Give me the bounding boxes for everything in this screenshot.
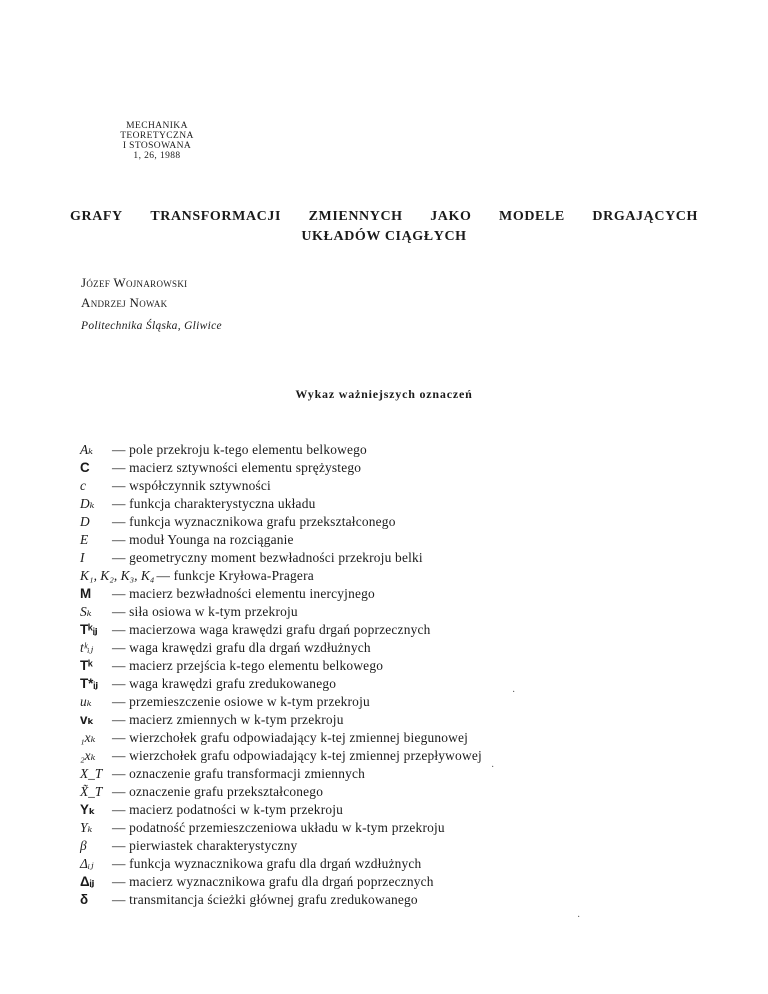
symbol: δ [80, 892, 89, 907]
paper-title [70, 207, 698, 247]
symbol-description: — współczynnik sztywności [112, 478, 271, 493]
scan-speck: · [512, 687, 516, 698]
symbol-description: — przemieszczenie osiowe w k-tym przekroju [112, 694, 370, 709]
symbol: ₂xₖ [80, 748, 96, 763]
symbol-description: — pierwiastek charakterystyczny [112, 838, 298, 853]
symbol-description: — podatność przemieszczeniowa układu w k-tym przekroju [112, 820, 445, 835]
author-name: Józef Wojnarowski [81, 275, 188, 290]
symbol-row [80, 513, 720, 531]
symbol-description: — geometryczny moment bezwładności przekroju belki [112, 550, 423, 565]
title-line-2: UKŁADÓW CIĄGŁYCH [301, 229, 467, 244]
symbol: Sₖ [80, 604, 92, 619]
symbol-row [80, 657, 720, 675]
symbol: Dₖ [80, 496, 95, 511]
symbol: M [80, 586, 92, 601]
symbol-row [80, 495, 720, 513]
symbol-description: — wierzchołek grafu odpowiadający k-tej zmiennej biegunowej [112, 730, 469, 745]
symbol: T*ᵢⱼ [80, 676, 99, 691]
symbol-row [80, 765, 720, 783]
symbol-row [80, 891, 720, 909]
symbol-description: — macierz wyznacznikowa grafu dla drgań poprzecznych [112, 874, 434, 889]
symbol: ₁xₖ [80, 730, 96, 745]
symbol: β [80, 838, 87, 853]
symbol-description: — funkcja wyznacznikowa grafu dla drgań wzdłużnych [112, 856, 422, 871]
symbol-row [80, 603, 720, 621]
journal-line: I STOSOWANA [122, 141, 192, 151]
symbol-list [80, 441, 720, 909]
symbol-row [80, 549, 720, 567]
symbol: Δᵢⱼ [80, 856, 94, 871]
journal-line: MECHANIKA [126, 121, 188, 131]
symbol: K₁, K₂, K₃, K₄ [80, 568, 155, 583]
symbol-row [80, 729, 720, 747]
symbol-row [80, 873, 720, 891]
symbol-row [80, 477, 720, 495]
title-word: GRAFY [70, 209, 123, 224]
symbol-description: — macierz sztywności elementu sprężystego [112, 460, 362, 475]
symbol: vₖ [80, 712, 94, 727]
title-word: TRANSFORMACJI [150, 209, 282, 224]
symbol-row [80, 531, 720, 549]
symbol-description: — macierz podatności w k-tym przekroju [112, 802, 344, 817]
symbol-row [80, 855, 720, 873]
journal-line: TEORETYCZNA [120, 131, 194, 141]
symbol: Yₖ [80, 802, 96, 817]
symbol: Aₖ [80, 442, 94, 457]
symbol: uₖ [80, 694, 92, 709]
symbol: Tᵏᵢⱼ [80, 622, 98, 637]
title-word: DRGAJĄCYCH [592, 209, 698, 224]
symbol-row [80, 639, 720, 657]
scan-speck: · [491, 762, 495, 773]
journal-line: 1, 26, 1988 [133, 151, 181, 161]
symbol-row [80, 585, 720, 603]
symbol-row [80, 675, 720, 693]
title-word: JAKO [430, 209, 472, 224]
title-word: ZMIENNYCH [308, 209, 403, 224]
symbol-row [80, 711, 720, 729]
symbol: D [80, 514, 90, 529]
symbol-description: — funkcje Kryłowa-Pragera [156, 568, 314, 583]
symbol: c [80, 478, 86, 493]
symbol-row [80, 783, 720, 801]
symbol-description: — siła osiowa w k-tym przekroju [112, 604, 298, 619]
symbol-description: — macierzowa waga krawędzi grafu drgań poprzecznych [112, 622, 431, 637]
symbol-description: — transmitancja ścieżki głównej grafu zredukowanego [112, 892, 418, 907]
scan-speck: · [577, 912, 581, 923]
affiliation: Politechnika Śląska, Gliwice [81, 320, 222, 332]
symbol-row [80, 459, 720, 477]
symbol-description: — oznaczenie grafu transformacji zmiennych [112, 766, 366, 781]
symbol-description: — waga krawędzi grafu zredukowanego [112, 676, 337, 691]
symbol-row [80, 819, 720, 837]
symbol: C [80, 460, 90, 475]
symbol: E [80, 532, 89, 547]
symbol-description: — macierz zmiennych w k-tym przekroju [112, 712, 344, 727]
author-name: Andrzej Nowak [81, 295, 168, 310]
symbol: Yₖ [80, 820, 93, 835]
symbol-row [80, 567, 720, 585]
symbol-description: — macierz przejścia k-tego elementu belkowego [112, 658, 384, 673]
authors [81, 273, 187, 313]
symbol-row [80, 441, 720, 459]
journal-header [117, 121, 197, 161]
symbol-row [80, 801, 720, 819]
symbol-description: — waga krawędzi grafu dla drgań wzdłużnych [112, 640, 371, 655]
symbol-description: — funkcja wyznacznikowa grafu przekształconego [112, 514, 396, 529]
title-line-1 [70, 207, 698, 227]
symbol: Tᵏ [80, 658, 93, 673]
symbol: X̃_T [80, 784, 103, 799]
symbol-description: — funkcja charakterystyczna układu [112, 496, 316, 511]
symbol-row [80, 693, 720, 711]
symbol: I [80, 550, 85, 565]
symbol: Δᵢⱼ [80, 874, 95, 889]
symbol-description: — oznaczenie grafu przekształconego [112, 784, 324, 799]
symbol: X_T [80, 766, 103, 781]
symbol-row [80, 837, 720, 855]
symbol-description: — macierz bezwładności elementu inercyjnego [112, 586, 375, 601]
symbol-description: — pole przekroju k-tego elementu belkowego [112, 442, 367, 457]
symbol-row [80, 621, 720, 639]
symbol-row [80, 747, 720, 765]
title-word: MODELE [499, 209, 565, 224]
symbol-description: — moduł Younga na rozciąganie [112, 532, 294, 547]
section-heading: Wykaz ważniejszych oznaczeń [295, 387, 473, 401]
symbol-description: — wierzchołek grafu odpowiadający k-tej zmiennej przepływowej [112, 748, 482, 763]
symbol: tᵏᵢⱼ [80, 640, 94, 655]
